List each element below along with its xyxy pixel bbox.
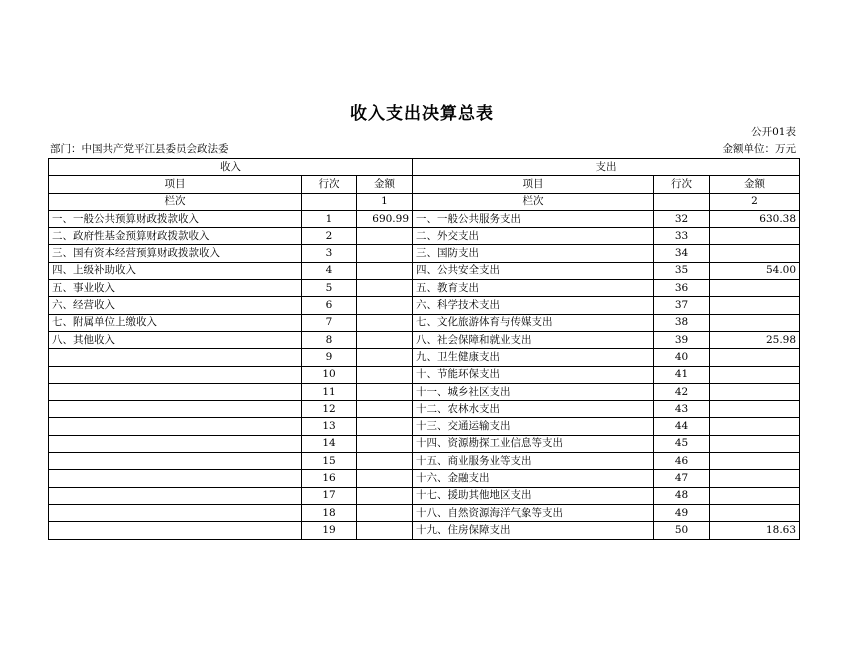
income-row-no-cell: 11 xyxy=(302,383,357,400)
income-amount-cell xyxy=(357,453,413,470)
income-row-no-cell: 8 xyxy=(302,331,357,348)
income-amount-cell xyxy=(357,228,413,245)
table-row xyxy=(49,262,800,279)
expense-col-label: 栏次 xyxy=(413,193,654,210)
expense-amount-cell: 25.98 xyxy=(710,331,800,348)
expense-amount-header: 金额 xyxy=(710,176,800,193)
expense-amount-cell xyxy=(710,435,800,452)
income-amount-header: 金额 xyxy=(357,176,413,193)
expense-item-cell: 十八、自然资源海洋气象等支出 xyxy=(413,504,654,521)
income-row-no-cell: 6 xyxy=(302,297,357,314)
expense-section-header: 支出 xyxy=(413,159,800,176)
expense-amount-cell xyxy=(710,245,800,262)
expense-row-no-cell: 48 xyxy=(654,487,710,504)
expense-item-cell: 十三、交通运输支出 xyxy=(413,418,654,435)
expense-amount-cell xyxy=(710,487,800,504)
expense-amount-cell: 630.38 xyxy=(710,210,800,227)
expense-col-number: 2 xyxy=(710,193,800,210)
income-amount-cell xyxy=(357,245,413,262)
expense-row-no-cell: 47 xyxy=(654,470,710,487)
expense-row-no-cell: 34 xyxy=(654,245,710,262)
expense-amount-cell: 18.63 xyxy=(710,522,800,539)
income-row-no-cell: 14 xyxy=(302,435,357,452)
expense-row-no-header: 行次 xyxy=(654,176,710,193)
expense-row-no-cell: 43 xyxy=(654,401,710,418)
expense-item-cell: 十五、商业服务业等支出 xyxy=(413,453,654,470)
expense-amount-cell xyxy=(710,383,800,400)
expense-item-cell: 十四、资源勘探工业信息等支出 xyxy=(413,435,654,452)
income-item-cell xyxy=(49,504,302,521)
income-col-number: 1 xyxy=(357,193,413,210)
income-item-cell: 二、政府性基金预算财政拨款收入 xyxy=(49,228,302,245)
income-item-cell xyxy=(49,418,302,435)
expense-item-header: 项目 xyxy=(413,176,654,193)
form-number: 公开01表 xyxy=(751,126,796,138)
table-row xyxy=(49,245,800,262)
expense-item-cell: 十九、住房保障支出 xyxy=(413,522,654,539)
income-amount-cell xyxy=(357,349,413,366)
income-amount-cell xyxy=(357,470,413,487)
income-row-no-cell: 16 xyxy=(302,470,357,487)
expense-amount-cell xyxy=(710,280,800,297)
income-item-cell xyxy=(49,401,302,418)
expense-item-cell: 十二、农林水支出 xyxy=(413,401,654,418)
expense-amount-cell xyxy=(710,314,800,331)
table-row xyxy=(49,401,800,418)
income-amount-cell xyxy=(357,522,413,539)
column-header-row xyxy=(49,176,800,193)
income-item-cell xyxy=(49,435,302,452)
income-row-no-cell: 17 xyxy=(302,487,357,504)
income-row-no-cell: 9 xyxy=(302,349,357,366)
income-amount-cell xyxy=(357,314,413,331)
expense-amount-cell xyxy=(710,349,800,366)
table-row xyxy=(49,487,800,504)
income-row-no-cell: 2 xyxy=(302,228,357,245)
expense-amount-cell xyxy=(710,297,800,314)
income-amount-cell xyxy=(357,504,413,521)
column-number-row xyxy=(49,193,800,210)
income-col-blank xyxy=(302,193,357,210)
table-row xyxy=(49,314,800,331)
expense-row-no-cell: 36 xyxy=(654,280,710,297)
expense-item-cell: 十六、金融支出 xyxy=(413,470,654,487)
expense-row-no-cell: 40 xyxy=(654,349,710,366)
income-item-cell: 一、一般公共预算财政拨款收入 xyxy=(49,210,302,227)
expense-row-no-cell: 39 xyxy=(654,331,710,348)
income-row-no-cell: 12 xyxy=(302,401,357,418)
table-row xyxy=(49,349,800,366)
expense-row-no-cell: 33 xyxy=(654,228,710,245)
income-item-cell xyxy=(49,522,302,539)
expense-item-cell: 九、卫生健康支出 xyxy=(413,349,654,366)
expense-amount-cell xyxy=(710,366,800,383)
income-row-no-cell: 4 xyxy=(302,262,357,279)
expense-row-no-cell: 45 xyxy=(654,435,710,452)
expense-row-no-cell: 41 xyxy=(654,366,710,383)
expense-item-cell: 二、外交支出 xyxy=(413,228,654,245)
income-col-label: 栏次 xyxy=(49,193,302,210)
income-amount-cell xyxy=(357,331,413,348)
income-expense-table xyxy=(48,158,800,540)
income-item-cell: 三、国有资本经营预算财政拨款收入 xyxy=(49,245,302,262)
expense-amount-cell: 54.00 xyxy=(710,262,800,279)
expense-row-no-cell: 38 xyxy=(654,314,710,331)
income-amount-cell xyxy=(357,418,413,435)
expense-amount-cell xyxy=(710,418,800,435)
income-row-no-cell: 19 xyxy=(302,522,357,539)
table-row xyxy=(49,504,800,521)
table-row xyxy=(49,470,800,487)
table-row xyxy=(49,522,800,539)
income-row-no-cell: 15 xyxy=(302,453,357,470)
income-item-cell: 五、事业收入 xyxy=(49,280,302,297)
income-item-cell: 七、附属单位上缴收入 xyxy=(49,314,302,331)
income-row-no-cell: 3 xyxy=(302,245,357,262)
table-row xyxy=(49,383,800,400)
income-item-cell xyxy=(49,383,302,400)
income-item-cell: 四、上级补助收入 xyxy=(49,262,302,279)
income-row-no-cell: 5 xyxy=(302,280,357,297)
income-amount-cell xyxy=(357,401,413,418)
expense-item-cell: 四、公共安全支出 xyxy=(413,262,654,279)
income-item-header: 项目 xyxy=(49,176,302,193)
department-label: 部门：中国共产党平江县委员会政法委 xyxy=(50,143,229,155)
amount-unit-label: 金额单位：万元 xyxy=(722,143,796,155)
income-item-cell xyxy=(49,349,302,366)
table-row xyxy=(49,435,800,452)
income-amount-cell xyxy=(357,366,413,383)
table-row xyxy=(49,331,800,348)
expense-amount-cell xyxy=(710,401,800,418)
expense-row-no-cell: 44 xyxy=(654,418,710,435)
expense-row-no-cell: 46 xyxy=(654,453,710,470)
expense-row-no-cell: 42 xyxy=(654,383,710,400)
income-item-cell xyxy=(49,453,302,470)
income-amount-cell xyxy=(357,435,413,452)
expense-row-no-cell: 32 xyxy=(654,210,710,227)
expense-col-blank xyxy=(654,193,710,210)
expense-item-cell: 十一、城乡社区支出 xyxy=(413,383,654,400)
income-amount-cell xyxy=(357,262,413,279)
expense-row-no-cell: 49 xyxy=(654,504,710,521)
table-row xyxy=(49,280,800,297)
income-section-header: 收入 xyxy=(49,159,413,176)
income-row-no-cell: 10 xyxy=(302,366,357,383)
income-row-no-cell: 7 xyxy=(302,314,357,331)
income-amount-cell: 690.99 xyxy=(357,210,413,227)
income-item-cell: 六、经营收入 xyxy=(49,297,302,314)
income-row-no-cell: 1 xyxy=(302,210,357,227)
expense-row-no-cell: 35 xyxy=(654,262,710,279)
income-item-cell xyxy=(49,487,302,504)
expense-row-no-cell: 37 xyxy=(654,297,710,314)
table-row xyxy=(49,418,800,435)
expense-item-cell: 六、科学技术支出 xyxy=(413,297,654,314)
expense-item-cell: 五、教育支出 xyxy=(413,280,654,297)
income-item-cell: 八、其他收入 xyxy=(49,331,302,348)
table-row xyxy=(49,366,800,383)
income-item-cell xyxy=(49,366,302,383)
income-item-cell xyxy=(49,470,302,487)
expense-row-no-cell: 50 xyxy=(654,522,710,539)
expense-item-cell: 七、文化旅游体育与传媒支出 xyxy=(413,314,654,331)
expense-amount-cell xyxy=(710,453,800,470)
expense-item-cell: 一、一般公共服务支出 xyxy=(413,210,654,227)
expense-amount-cell xyxy=(710,470,800,487)
table-row xyxy=(49,210,800,227)
table-row xyxy=(49,297,800,314)
page-title: 收入支出决算总表 xyxy=(350,104,494,124)
expense-item-cell: 十七、援助其他地区支出 xyxy=(413,487,654,504)
income-amount-cell xyxy=(357,383,413,400)
table-row xyxy=(49,228,800,245)
expense-amount-cell xyxy=(710,228,800,245)
income-row-no-cell: 18 xyxy=(302,504,357,521)
income-amount-cell xyxy=(357,297,413,314)
expense-item-cell: 八、社会保障和就业支出 xyxy=(413,331,654,348)
expense-amount-cell xyxy=(710,504,800,521)
income-amount-cell xyxy=(357,487,413,504)
income-row-no-header: 行次 xyxy=(302,176,357,193)
income-row-no-cell: 13 xyxy=(302,418,357,435)
section-header-row xyxy=(49,159,800,176)
table-row xyxy=(49,453,800,470)
income-amount-cell xyxy=(357,280,413,297)
expense-item-cell: 十、节能环保支出 xyxy=(413,366,654,383)
expense-item-cell: 三、国防支出 xyxy=(413,245,654,262)
